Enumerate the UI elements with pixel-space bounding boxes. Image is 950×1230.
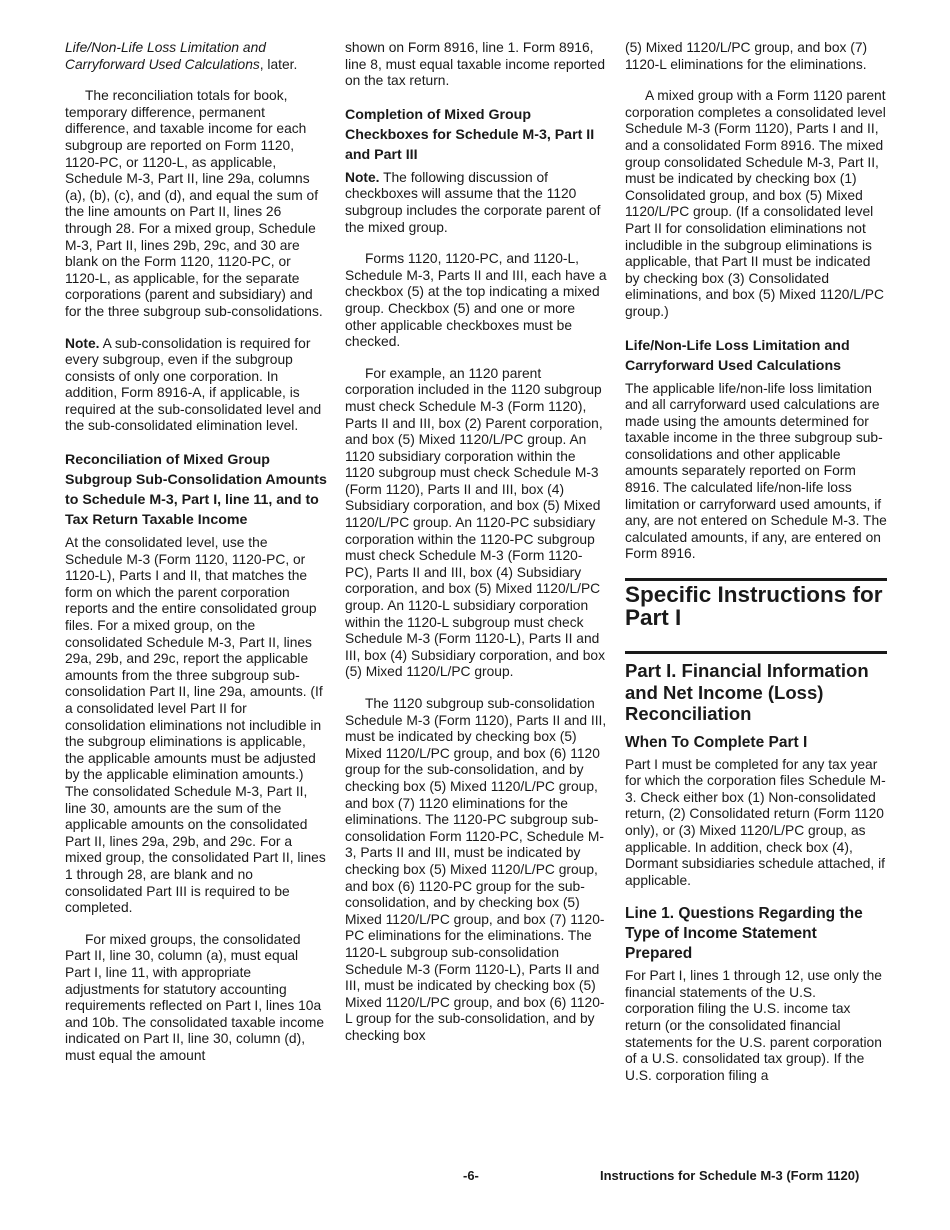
part-rule xyxy=(625,651,887,654)
note-text: A sub-consolidation is required for every subgroup, even if the subgroup consists of only one corporation. In addition, Form 8916-A, if applicable, is required at the sub-consolidated level and the sub-consolidated elimination level. xyxy=(65,335,322,434)
paragraph: A mixed group with a Form 1120 parent corporation completes a consolidated level Schedule M-3 (Form 1120), Parts I and II, and a consolidated Form 8916. The mixed group consolidated Schedule M-3, Part II, must be indicated by checking box (1) Consolidated group, and box (5) Mixed 1120/L/PC group. (If a consolidated level Part II for consolidation eliminations not includible in the subgroup eliminations is applicable, that Part II must be indicated by checking box (3) Consolidated eliminations, and box (5) Mixed 1120/L/PC group.) xyxy=(625,88,886,319)
paragraph xyxy=(65,40,327,73)
section-heading: Completion of Mixed Group Checkboxes for Schedule M-3, Part II and Part III xyxy=(345,106,595,163)
paragraph: (5) Mixed 1120/L/PC group, and box (7) 1120-L eliminations for the eliminations. xyxy=(625,40,868,72)
page-number: -6- xyxy=(463,1168,479,1183)
subsection-heading: When To Complete Part I xyxy=(625,733,808,751)
section-title: Specific Instructions for Part I xyxy=(625,582,883,631)
paragraph: For example, an 1120 parent corporation included in the 1120 subgroup must check Schedule M-3 (Form 1120), Parts II and III, box (2) Parent corporation, and box (5) Mixed 1120/L/PC group. An 1120 subsidiary corporation within the 1120 subgroup must check Schedule M-3 (Form 1120), Parts II and III, box (4) Subsidiary corporation, and box (5) Mixed 1120/L/PC group. An 1120-PC subsidiary corporation within the 1120-PC subgroup must check Schedule M-3 (Form 1120-PC), Parts II and III, box (4) Subsidiary corporation, and box (5) Mixed 1120/L/PC group. An 1120-L subsidiary corporation within the 1120-L subgroup must check Schedule M-3 (Form 1120-L), Parts II and III, box (4) Subsidiary corporation, and box (5) Mixed 1120/L/PC group. xyxy=(345,365,605,680)
paragraph: At the consolidated level, use the Schedule M-3 (Form 1120, 1120-PC, or 1120-L), Parts I and II, that matches the form on which the parent corporation reports and the entire consolidated group files. For a mixed group, on the consolidated Schedule M-3, Part II, lines 29a, 29b, and 29c, report the applicable amounts from the three subgroup sub-consolidation Part II, line 29a, amounts. (If a consolidated level Part II for consolidation eliminations not includible in the subgroup eliminations is applicable, the applicable amounts must be adjusted by the applicable elimination amounts.) The consolidated Schedule M-3, Part II, line 30, amounts are the sum of the applicable amounts on the consolidated Part II, lines 29a, 29b, and 29c. For a mixed group, the consolidated Part II, lines 1 through 28, are blank and no consolidated Part III is required to be completed. xyxy=(65,535,326,916)
paragraph: The applicable life/non-life loss limitation and all carryforward used calculations are made using the amounts determined for taxable income in the three subgroup sub-consolidations and other applicable amounts separately reported on Form 8916. The calculated life/non-life loss limitation or carryforward used amounts, if any, are not entered on Schedule M-3. The calculated amounts, if any, are entered on Form 8916. xyxy=(625,380,887,562)
section-heading: Reconciliation of Mixed Group Subgroup Sub-Consolidation Amounts to Schedule M-3, Part I, line 11, and to Tax Return Taxable Income xyxy=(65,452,327,529)
subsection-heading: Line 1. Questions Regarding the Type of Income Statement Prepared xyxy=(625,905,863,963)
paragraph: For Part I, lines 1 through 12, use only the financial statements of the U.S. corporation filing the U.S. income tax return (or the consolidated financial statements for the U.S. parent corporation of a U.S. consolidated tax group). If the U.S. corporation filing a xyxy=(625,968,882,1083)
paragraph: The reconciliation totals for book, temporary difference, permanent difference, and taxable income for each subgroup are reported on Form 1120, 1120-PC, or 1120-L, as applicable, Schedule M-3, Part II, line 29a, columns (a), (b), (c), and (d), and equal the sum of the line amounts on Part II, lines 26 through 28. For a mixed group, Schedule M-3, Part II, lines 29b, 29c, and 30 are blank on the Form 1120, 1120-PC, or 1120-L, as applicable, for the separate corporations (parent and subsidiary) and for the three subgroup sub-consolidations. xyxy=(65,88,323,319)
document-title: Instructions for Schedule M-3 (Form 1120) xyxy=(600,1168,860,1183)
note-paragraph xyxy=(345,170,607,236)
column-1 xyxy=(65,40,327,1064)
section-heading: Life/Non-Life Loss Limitation and Carryforward Used Calculations xyxy=(625,337,850,374)
paragraph: shown on Form 8916, line 1. Form 8916, line 8, must equal taxable income reported on the tax return. xyxy=(345,40,605,89)
italic-reference: Life/Non-Life Loss Limitation and Carryforward Used Calculations xyxy=(65,40,266,72)
paragraph: Forms 1120, 1120-PC, and 1120-L, Schedule M-3, Parts II and III, each have a checkbox (5) at the top indicating a mixed group. Checkbox (5) and one or more other applicable checkboxes must be checked. xyxy=(345,251,607,350)
paragraph-text: , later. xyxy=(259,56,298,72)
paragraph: The 1120 subgroup sub-consolidation Schedule M-3 (Form 1120), Parts II and III, must be indicated by checking box (5) Mixed 1120/L/PC group, and box (6) 1120 group for the sub-consolidation, and by checking box (5) Mixed 1120/L/PC group, and box (7) 1120 eliminations for the eliminations. The 1120-PC subgroup sub-consolidation Form 1120-PC, Schedule M-3, Parts II and III, must be indicated by checking box (5) Mixed 1120/L/PC group, and box (6) 1120-PC group for the sub-consolidation, and by checking box (5) Mixed 1120/L/PC group, and box (7) 1120-PC eliminations for the eliminations. The 1120-L subgroup sub-consolidation Schedule M-3 (Form 1120-L), Parts II and III, must be indicated by checking box (5) Mixed 1120/L/PC group, and box (6) 1120-L group for the sub-consolidation, and by checking box xyxy=(345,696,607,1043)
paragraph: Part I must be completed for any tax year for which the corporation files Schedule M-3. Check either box (1) Non-consolidated return, (2) Consolidated return (Form 1120 only), or (3) Mixed 1120/L/PC group, as applicable. In addition, check box (4), Dormant subsidiaries schedule attached, if applicable. xyxy=(625,756,886,888)
column-2 xyxy=(345,40,607,1044)
note-paragraph xyxy=(65,336,327,436)
note-text: The following discussion of checkboxes will assume that the 1120 subgroup includes the corporate parent of the mixed group. xyxy=(345,169,601,235)
note-label: Note. xyxy=(65,335,100,351)
paragraph: For mixed groups, the consolidated Part II, line 30, column (a), must equal Part I, line 11, with appropriate adjustments for statutory accounting requirements reflected on Part I, lines 10a and 10b. The consolidated taxable income indicated on Part II, line 30, column (d), must equal the amount xyxy=(65,931,325,1063)
column-3 xyxy=(625,40,887,1084)
note-label: Note. xyxy=(345,169,380,185)
part-title: Part I. Financial Information and Net Income (Loss) Reconciliation xyxy=(625,660,869,725)
section-rule xyxy=(625,578,887,581)
